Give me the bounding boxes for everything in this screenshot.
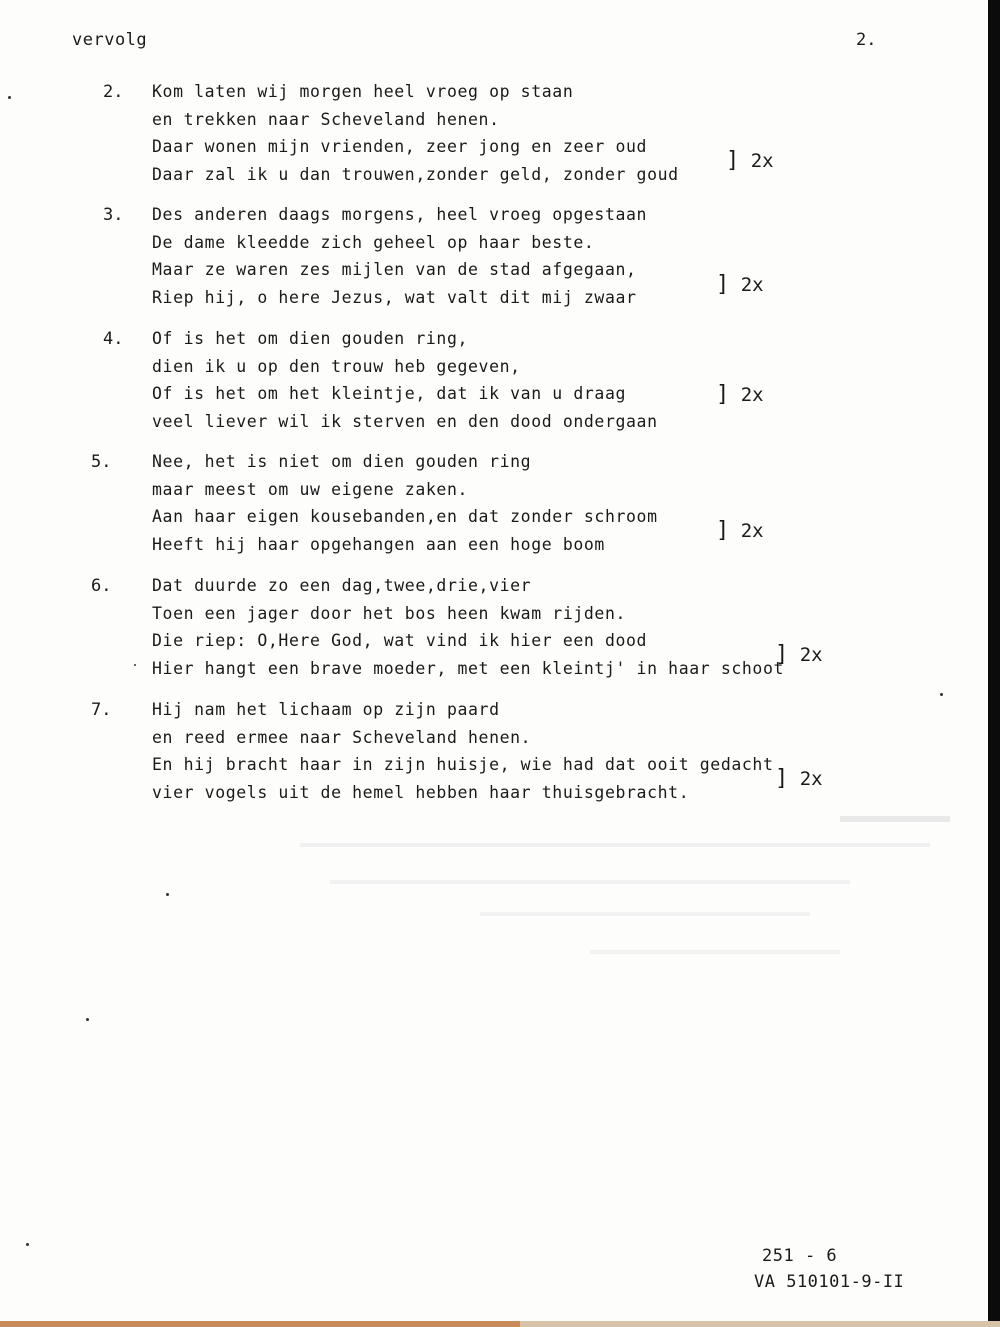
repeat-count: 2x: [799, 768, 823, 790]
verse-line: Riep hij, o here Jezus, wat valt dit mij zwaar: [152, 288, 637, 307]
verse-line: Aan haar eigen kousebanden,en dat zonder schroom: [152, 507, 658, 526]
stanza-number: 4.: [103, 329, 124, 349]
repeat-count: 2x: [740, 274, 764, 296]
stanza-number: 7.: [91, 700, 112, 720]
verse-line: Des anderen daags morgens, heel vroeg opgestaan: [152, 205, 648, 224]
verse-line: en trekken naar Scheveland henen.: [152, 110, 500, 129]
verse-line: Heeft hij haar opgehangen aan een hoge boom: [152, 535, 605, 554]
speck: [8, 96, 11, 99]
verse-line: Kom laten wij morgen heel vroeg op staan: [152, 82, 574, 101]
speck: [86, 1018, 89, 1021]
repeat-marker: ] 2x: [726, 148, 774, 173]
archive-code: 251 - 6: [762, 1246, 838, 1266]
verse-line: Hij nam het lichaam op zijn paard: [152, 700, 500, 719]
verse-line: Of is het om dien gouden ring,: [152, 329, 469, 348]
verse-line: Die riep: O,Here God, wat vind ik hier een dood: [152, 631, 648, 650]
verse-line: Hier hangt een brave moeder, met een kleintj' in haar schoot: [152, 659, 785, 678]
repeat-count: 2x: [750, 150, 774, 172]
verse-line: Nee, het is niet om dien gouden ring: [152, 452, 532, 471]
show-through-smudge: [590, 950, 840, 954]
repeat-marker: ] 2x: [775, 642, 823, 667]
repeat-marker: ] 2x: [775, 766, 823, 791]
stanza-number: 3.: [103, 205, 124, 225]
verse-line: maar meest om uw eigene zaken.: [152, 480, 469, 499]
speck: [166, 893, 169, 896]
verse-line: veel liever wil ik sterven en den dood ondergaan: [152, 412, 658, 431]
stanza-number: 5.: [91, 452, 112, 472]
header-continuation-label: vervolg: [72, 30, 148, 50]
verse-line: Daar zal ik u dan trouwen,zonder geld, zonder goud: [152, 165, 679, 184]
scan-edge-bottom: [0, 1321, 1000, 1327]
repeat-marker: ] 2x: [716, 518, 764, 543]
stanza-number: 6.: [91, 576, 112, 596]
repeat-count: 2x: [740, 520, 764, 542]
verse-line: dien ik u op den trouw heb gegeven,: [152, 357, 521, 376]
show-through-smudge: [300, 843, 930, 847]
verse-line: De dame kleedde zich geheel op haar beste.: [152, 233, 595, 252]
verse-line: en reed ermee naar Scheveland henen.: [152, 728, 532, 747]
speck: [940, 693, 943, 696]
verse-line: Daar wonen mijn vrienden, zeer jong en zeer oud: [152, 137, 648, 156]
show-through-smudge: [480, 912, 810, 916]
verse-line: vier vogels uit de hemel hebben haar thuisgebracht.: [152, 783, 690, 802]
repeat-marker: ] 2x: [716, 382, 764, 407]
repeat-marker: ] 2x: [716, 272, 764, 297]
page-number: 2.: [856, 30, 877, 50]
repeat-count: 2x: [799, 644, 823, 666]
scan-edge: [988, 0, 1000, 1327]
speck: [134, 664, 136, 666]
show-through-smudge: [840, 816, 950, 822]
verse-line: Maar ze waren zes mijlen van de stad afgegaan,: [152, 260, 637, 279]
verse-line: Of is het om het kleintje, dat ik van u draag: [152, 384, 627, 403]
archive-reference: VA 510101-9-II: [754, 1272, 905, 1292]
verse-line: Dat duurde zo een dag,twee,drie,vier: [152, 576, 532, 595]
verse-line: Toen een jager door het bos heen kwam rijden.: [152, 604, 627, 623]
speck: [26, 1243, 29, 1246]
verse-line: En hij bracht haar in zijn huisje, wie had dat ooit gedacht: [152, 755, 774, 774]
stanza-number: 2.: [103, 82, 124, 102]
show-through-smudge: [330, 880, 850, 884]
repeat-count: 2x: [740, 384, 764, 406]
